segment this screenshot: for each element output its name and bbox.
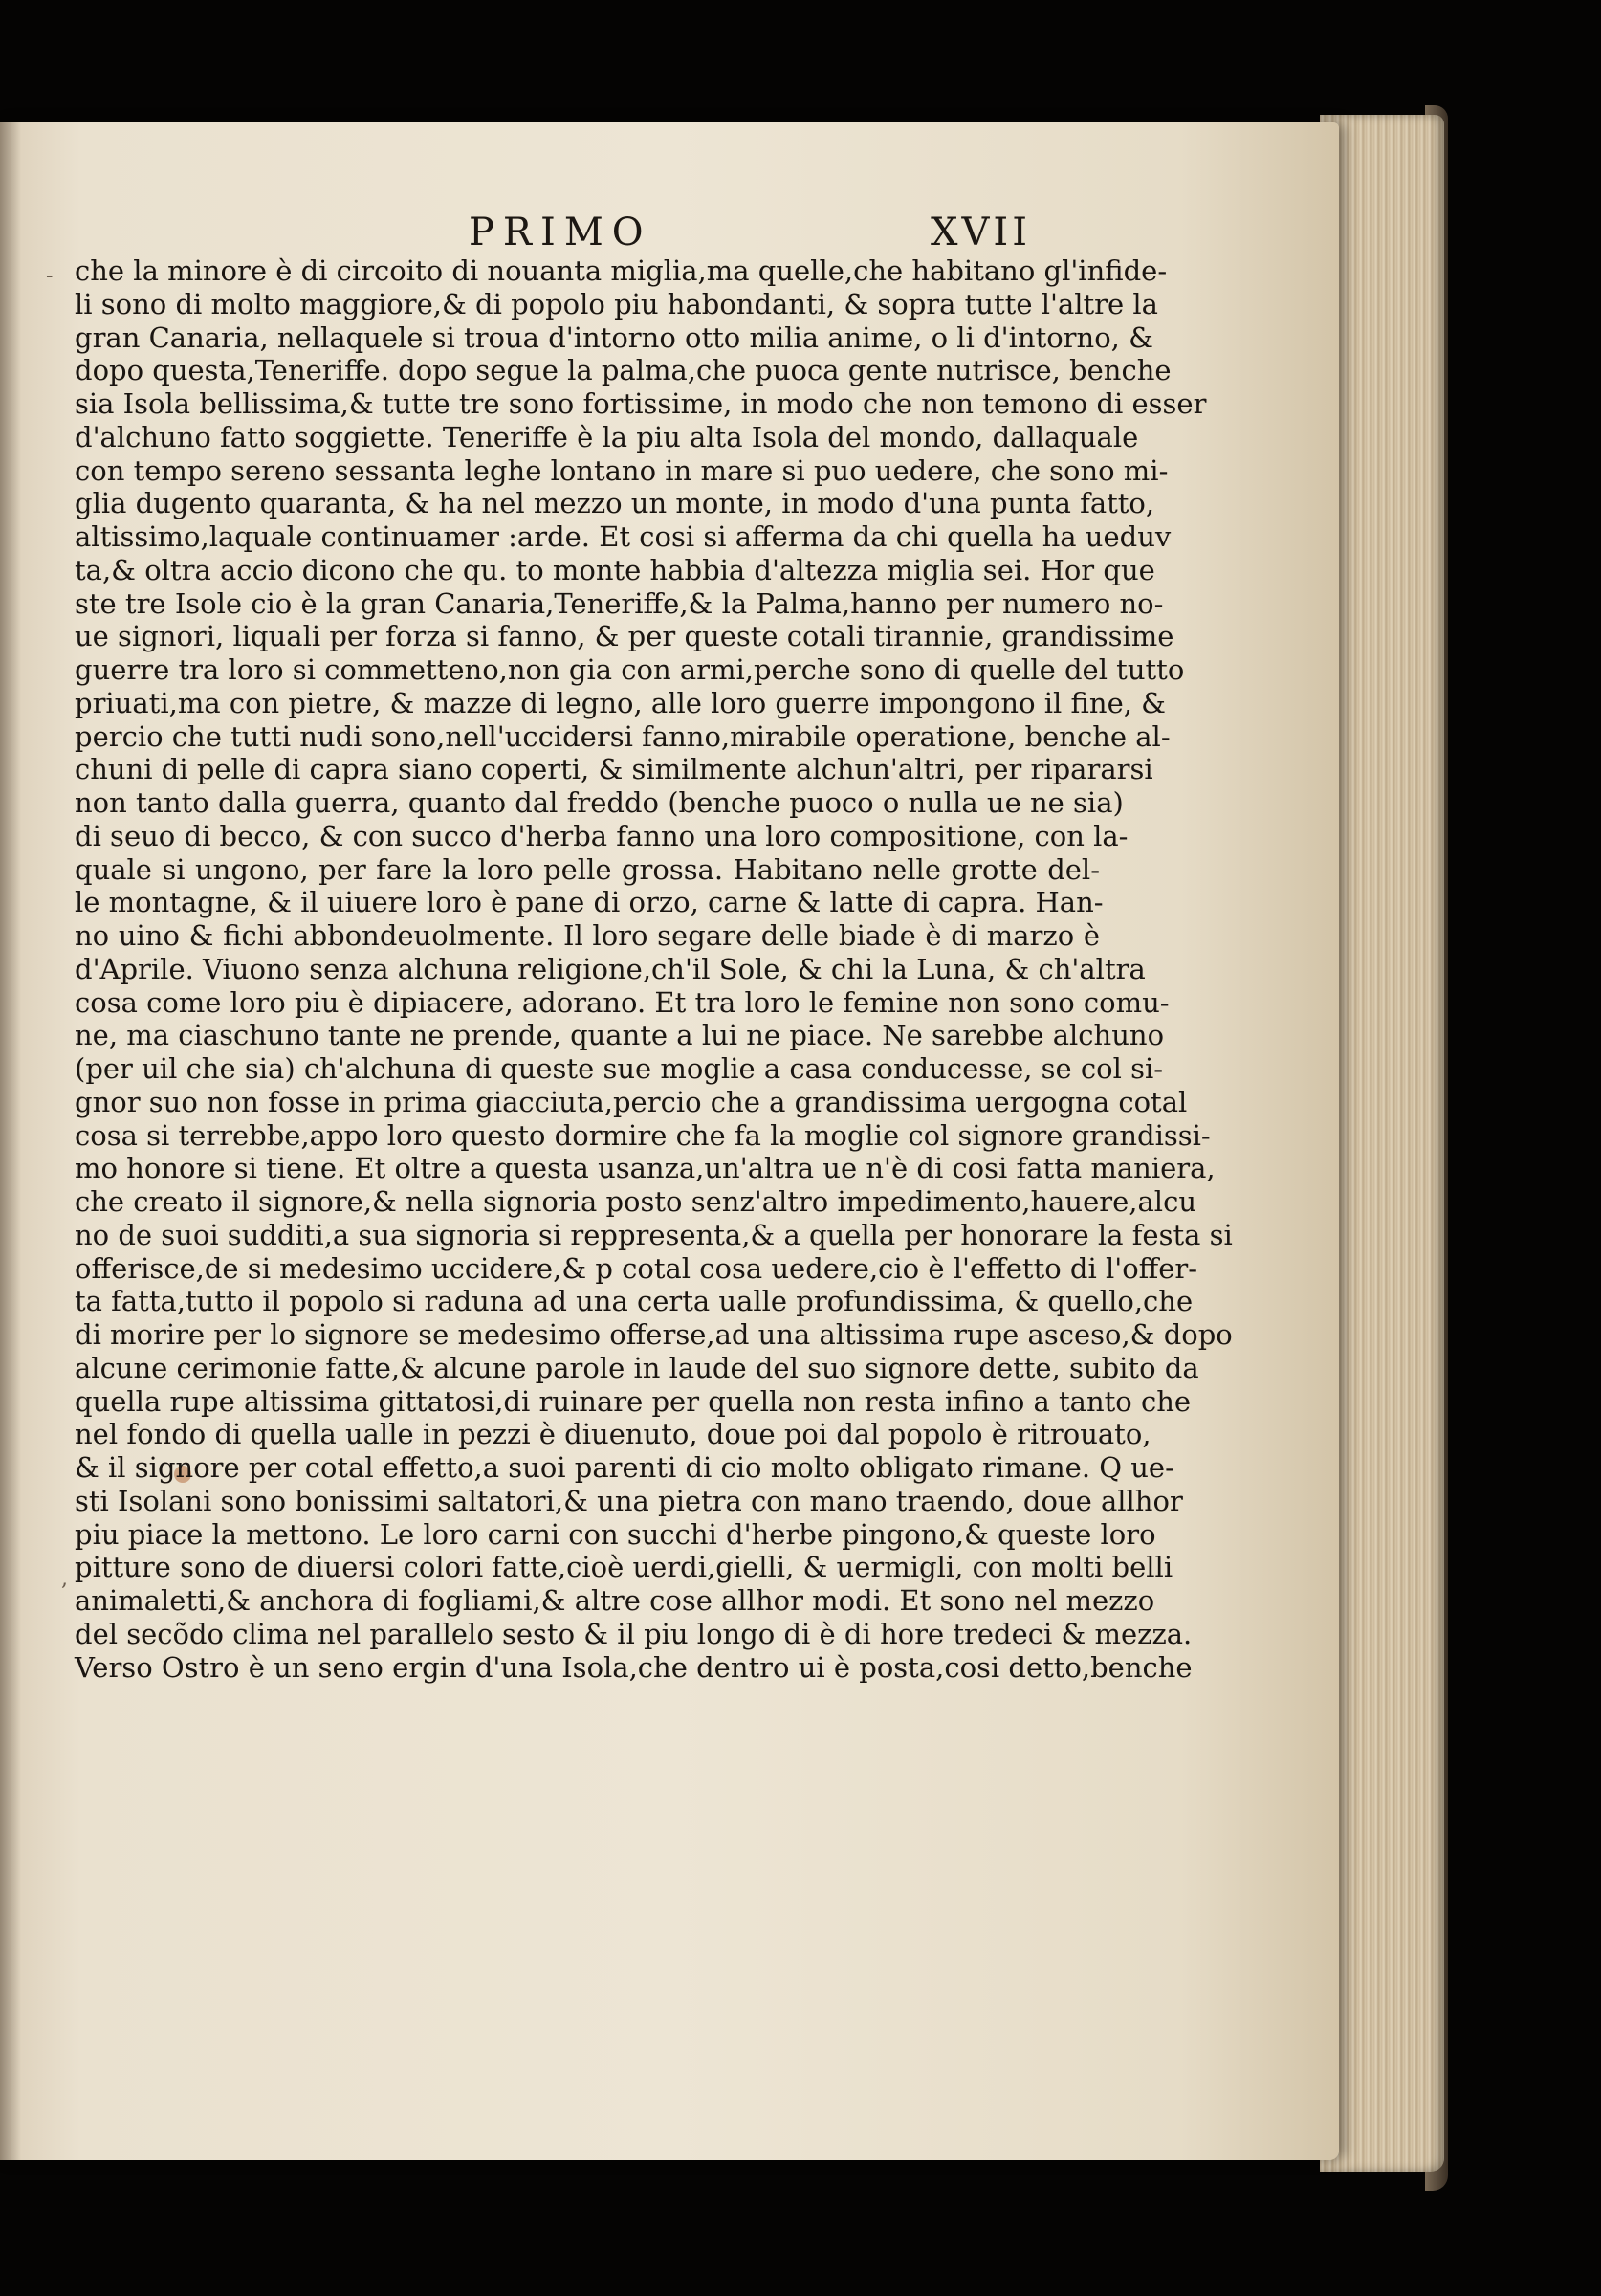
text-line: animaletti,& anchora di fogliami,& altre cose allhor modi. Et sono nel mezzo: [75, 1584, 1155, 1617]
text-line: cosa come loro piu è dipiacere, adorano. Et tra loro le femine non sono comu-: [75, 985, 1170, 1019]
body-text: [75, 254, 1233, 1684]
text-line: ta,& oltra accio dicono che qu. to monte habbia d'altezza miglia sei. Hor que: [75, 553, 1155, 586]
running-head: [75, 210, 1031, 258]
text-line: gran Canaria, nellaquele si troua d'intorno otto milia anime, o li d'intorno, &: [75, 320, 1153, 354]
text-line: offerisce,de si medesimo uccidere,& p cotal cosa uedere,cio è l'effetto di l'offer-: [75, 1251, 1198, 1285]
text-line: quella rupe altissima gittatosi,di ruinare per quella non resta infino a tanto che: [75, 1384, 1192, 1418]
text-line: ne, ma ciaschuno tante ne prende, quante a lui ne piace. Ne sarebbe alchuno: [75, 1019, 1165, 1052]
folio-number: XVII: [931, 210, 1031, 254]
text-line: Verso Ostro è un seno ergin d'una Isola,che dentro ui è posta,cosi detto,benche: [75, 1650, 1193, 1684]
text-line: di morire per lo signore se medesimo offerse,ad una altissima rupe asceso,& dopo: [75, 1318, 1233, 1351]
text-line: quale si ungono, per fare la loro pelle grossa. Habitano nelle grotte del-: [75, 852, 1100, 886]
text-line: no de suoi sudditi,a sua signoria si reppresenta,& a quella per honorare la festa si: [75, 1218, 1233, 1251]
running-head-title: PRIMO: [469, 210, 652, 254]
text-line: priuati,ma con pietre, & mazze di legno, alle loro guerre impongono il fine, &: [75, 686, 1166, 719]
text-line: di seuo di becco, & con succo d'herba fanno una loro compositione, con la-: [75, 819, 1129, 852]
margin-mark: -: [46, 264, 54, 288]
text-line: alcune cerimonie fatte,& alcune parole in laude del suo signore dette, subito da: [75, 1351, 1199, 1384]
book-page: [0, 122, 1339, 2160]
text-line: sia Isola bellissima,& tutte tre sono fortissime, in modo che non temono di esser: [75, 387, 1207, 420]
text-line: d'Aprile. Viuono senza alchuna religione,ch'il Sole, & chi la Luna, & ch'altra: [75, 952, 1146, 985]
margin-mark: ,: [61, 1567, 68, 1591]
text-line: dopo questa,Teneriffe. dopo segue la palma,che puoca gente nutrisce, benche: [75, 354, 1172, 387]
text-line: ta fatta,tutto il popolo si raduna ad una certa ualle profundissima, & quello,che: [75, 1285, 1194, 1318]
text-line: chuni di pelle di capra siano coperti, & similmente alchun'altri, per ripararsi: [75, 753, 1153, 786]
text-line: li sono di molto maggiore,& di popolo piu habondanti, & sopra tutte l'altre la: [75, 287, 1158, 320]
text-line: sti Isolani sono bonissimi saltatori,& una pietra con mano traendo, doue allhor: [75, 1484, 1183, 1517]
text-line: che la minore è di circoito di nouanta miglia,ma quelle,che habitano gl'infide-: [75, 254, 1168, 287]
gutter-shadow: [0, 122, 21, 2160]
text-line: guerre tra loro si commetteno,non gia con armi,perche sono di quelle del tutto: [75, 653, 1185, 686]
text-line: d'alchuno fatto soggiette. Teneriffe è la piu alta Isola del mondo, dallaquale: [75, 420, 1139, 453]
text-line: pitture sono de diuersi colori fatte,cioè uerdi,gielli, & uermigli, con molti belli: [75, 1551, 1173, 1584]
text-line: & il signore per cotal effetto,a suoi parenti di cio molto obligato rimane. Q ue-: [75, 1451, 1174, 1484]
text-line: non tanto dalla guerra, quanto dal freddo (benche puoco o nulla ue ne sia): [75, 786, 1124, 819]
text-line: ue signori, liquali per forza si fanno, & per queste cotali tirannie, grandissime: [75, 620, 1174, 653]
text-line: percio che tutti nudi sono,nell'uccidersi fanno,mirabile operatione, benche al-: [75, 719, 1171, 753]
text-line: altissimo,laquale continuamer :arde. Et cosi si afferma da chi quella ha ueduv: [75, 520, 1172, 553]
text-line: (per uil che sia) ch'alchuna di queste sue moglie a casa conducesse, se col si-: [75, 1052, 1164, 1085]
text-line: glia dugento quaranta, & ha nel mezzo un monte, in modo d'una punta fatto,: [75, 487, 1155, 520]
text-line: con tempo sereno sessanta leghe lontano in mare si puo uedere, che sono mi-: [75, 453, 1169, 487]
text-line: cosa si terrebbe,appo loro questo dormire che fa la moglie col signore grandissi-: [75, 1118, 1211, 1152]
text-line: gnor suo non fosse in prima giacciuta,percio che a grandissima uergogna cotal: [75, 1085, 1188, 1118]
text-line: ste tre Isole cio è la gran Canaria,Teneriffe,& la Palma,hanno per numero no-: [75, 586, 1164, 620]
text-line: mo honore si tiene. Et oltre a questa usanza,un'altra ue n'è di cosi fatta maniera,: [75, 1152, 1216, 1185]
text-line: che creato il signore,& nella signoria posto senz'altro impedimento,hauere,alcu: [75, 1185, 1196, 1218]
text-line: piu piace la mettono. Le loro carni con succhi d'herbe pingono,& queste loro: [75, 1517, 1156, 1551]
text-line: nel fondo di quella ualle in pezzi è diuenuto, doue poi dal popolo è ritrouato,: [75, 1418, 1151, 1451]
text-line: le montagne, & il uiuere loro è pane di orzo, carne & latte di capra. Han-: [75, 886, 1104, 919]
text-line: no uino & fichi abbondeuolmente. Il loro segare delle biade è di marzo è: [75, 919, 1100, 952]
text-line: del secõdo clima nel parallelo sesto & il piu longo di è di hore tredeci & mezza.: [75, 1617, 1193, 1650]
